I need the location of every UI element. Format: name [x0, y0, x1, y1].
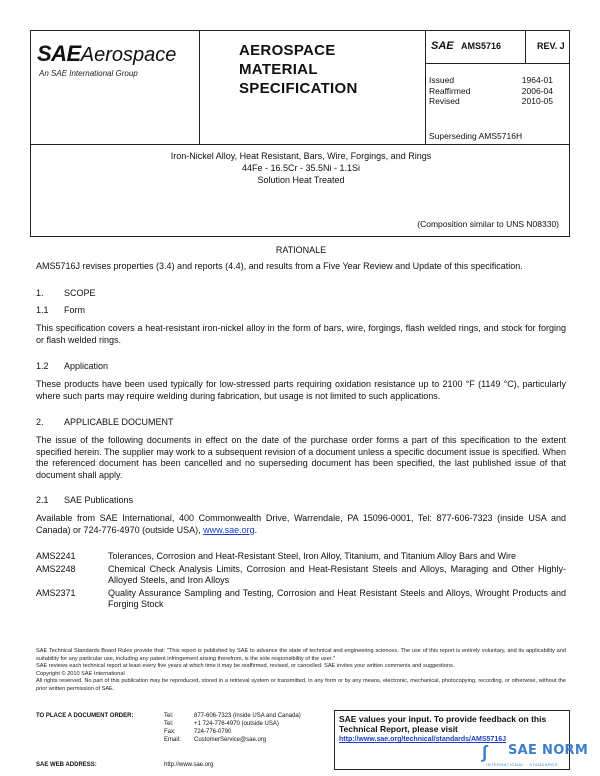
spec-title-line-2: MATERIAL — [239, 61, 318, 78]
date-row — [429, 75, 565, 86]
list-item — [36, 564, 566, 587]
section-title: SCOPE — [64, 288, 96, 298]
composition-note: (Composition similar to UNS N08330) — [417, 219, 559, 229]
contact-row — [164, 720, 344, 728]
stamp-label: SAE NORM — [508, 743, 589, 758]
section-2-1-heading — [36, 495, 133, 507]
section-number: 2.1 — [36, 495, 49, 505]
reference-desc: Chemical Check Analysis Limits, Corrosion and Heat-Resistant Steels and Alloys, Maraging and Other Highly-Alloyed Steels, and Iron Alloys — [108, 563, 566, 585]
contact-value: 724-776-0790 — [194, 729, 232, 735]
section-2-heading — [36, 417, 174, 429]
contact-row — [164, 712, 344, 720]
feedback-text: SAE values your input. To provide feedback on this Technical Report, please visit — [339, 714, 547, 734]
sae-website-link[interactable]: www.sae.org — [203, 524, 255, 535]
date-label: Reaffirmed — [429, 85, 471, 96]
sae-norm-logo-icon: ∫ — [482, 742, 487, 762]
date-value: 2010-05 — [521, 96, 553, 106]
doc-info-cell — [425, 31, 569, 144]
contact-key: Email: — [164, 737, 181, 743]
dates-list — [429, 75, 565, 107]
spec-title-line-1: AEROSPACE — [239, 42, 336, 59]
reference-code: AMS2248 — [36, 563, 76, 574]
list-item — [36, 588, 566, 611]
footer-review: SAE reviews each technical report at least every five years at which time it may be reaffirmed, revised, or cancelled. SAE invites your written comments and suggestions. — [36, 663, 455, 670]
footer-legal — [36, 648, 566, 694]
section-number: 1. — [36, 288, 44, 298]
logo-aerospace-text: Aerospace — [80, 44, 177, 66]
date-label: Revised — [429, 96, 460, 106]
section-title: Application — [64, 361, 109, 371]
title-line: Solution Heat Treated — [257, 175, 345, 185]
web-address — [36, 762, 214, 768]
doc-id-row — [425, 31, 569, 64]
contact-key: Fax: — [164, 729, 176, 735]
rationale-heading: RATIONALE — [275, 245, 327, 255]
application-text: These products have been used typically for low-stressed parts requiring oxidation resistance up to 2100 °F (1149 °C), particularly where such parts may require welding during fabrication, but usage is not limited to such applications. — [36, 379, 566, 401]
stamp-subtitle: INTERNATIONAL · STANDARDS — [486, 762, 558, 767]
title-line: 44Fe - 16.5Cr - 35.5Ni - 1.1Si — [241, 163, 361, 173]
title-block — [30, 145, 570, 237]
sae-small-logo: SAE — [431, 40, 454, 52]
sae-publications-text — [36, 513, 566, 536]
spec-title-cell — [199, 31, 426, 144]
superseding-text: Superseding AMS5716H — [429, 131, 523, 141]
reference-desc: Quality Assurance Sampling and Testing, Corrosion and Heat Resistant Steels and Alloys, Wrought Products and Forging Stock — [108, 587, 566, 609]
sae-aerospace-logo — [37, 41, 176, 67]
date-value: 1964-01 — [521, 75, 553, 85]
logo-subtitle: An SAE International Group — [39, 69, 138, 78]
section-1-1-heading — [36, 305, 85, 317]
spec-title-line-3: SPECIFICATION — [239, 80, 358, 97]
doc-id-divider — [525, 31, 526, 63]
contact-key: Tel: — [164, 713, 174, 719]
contact-row — [164, 736, 344, 744]
date-value: 2006-04 — [521, 85, 553, 96]
date-row — [429, 86, 565, 97]
date-label: Issued — [429, 75, 455, 85]
reference-code: AMS2371 — [36, 587, 76, 598]
section-1-heading — [36, 288, 96, 300]
revision-label: REV. J — [537, 41, 565, 51]
logo-cell — [31, 31, 200, 144]
section-title: APPLICABLE DOCUMENT — [64, 417, 174, 427]
header-table — [30, 30, 570, 145]
list-item — [36, 551, 566, 563]
rationale-text: AMS5716J revises properties (3.4) and reports (4.4), and results from a Five Year Review and Update of this specification. — [36, 261, 523, 271]
contact-email[interactable]: CustomerService@sae.org — [194, 737, 267, 743]
reference-code: AMS2241 — [36, 551, 76, 561]
date-row — [429, 96, 565, 107]
section-number: 2. — [36, 417, 44, 427]
reference-list — [36, 551, 566, 612]
footer-copyright: Copyright © 2010 SAE International — [36, 670, 125, 677]
sae-norm-stamp — [478, 740, 589, 770]
footer-rules: SAE Technical Standards Board Rules provide that: "This report is published by SAE to advance the state of technical and engineering sciences. The use of this report is entirely voluntary, and its applicability and suitability for any particular use, including any patent infringement arising therefrom, is the sole responsibility of the user." — [36, 648, 566, 662]
reference-desc: Tolerances, Corrosion and Heat-Resistant Steel, Iron Alloy, Titanium, and Titanium Alloy Bars and Wire — [108, 551, 517, 561]
sae-address-text: Available from SAE International, 400 Commonwealth Drive, Warrendale, PA 15096-0001, Tel: 877-606-7323 (inside USA and Canada) or 724-776-4970 (outside USA), — [36, 513, 566, 535]
order-label: TO PLACE A DOCUMENT ORDER: — [36, 713, 134, 719]
section-number: 1.1 — [36, 305, 49, 315]
footer-rights: All rights reserved. No part of this publication may be reproduced, stored in a retrieval system or transmitted, in any form or by any means, electronic, mechanical, photocopying, recording, or otherwise, without the prior written permission of SAE. — [36, 678, 566, 692]
title-line: Iron-Nickel Alloy, Heat Resistant, Bars, Wire, Forgings, and Rings — [170, 151, 432, 161]
web-label: SAE WEB ADDRESS: — [36, 762, 97, 768]
contact-value: 877-606-7323 (inside USA and Canada) — [194, 713, 301, 719]
contact-value: +1 724-776-4970 (outside USA) — [194, 721, 279, 727]
section-number: 1.2 — [36, 361, 49, 371]
feedback-link[interactable]: http://www.sae.org/technical/standards/AMS5716J — [339, 736, 507, 743]
period: . — [254, 524, 258, 535]
section-1-2-heading — [36, 361, 108, 373]
doc-number: AMS5716 — [461, 41, 502, 51]
material-title — [31, 150, 571, 186]
contact-row — [164, 728, 344, 736]
logo-sae-text: SAE — [37, 41, 81, 66]
contact-table — [164, 712, 344, 744]
applicable-documents-text: The issue of the following documents in effect on the date of the purchase order forms a part of this specification to the extent specified herein. The supplier may work to a subsequent revision of a document unless a specific document issue is specified. When the referenced document has been cancelled and no superseding document has been specified, the last published issue of that document shall apply. — [36, 435, 566, 480]
form-text: This specification covers a heat-resistant iron-nickel alloy in the form of bars, wire, forgings, flash welded rings, and stock for forging or flash welded rings. — [36, 323, 566, 345]
section-title: Form — [64, 305, 85, 315]
section-title: SAE Publications — [64, 495, 134, 505]
spec-title — [239, 41, 358, 98]
contact-key: Tel: — [164, 721, 174, 727]
web-value-link[interactable]: http://www.sae.org — [164, 762, 214, 768]
